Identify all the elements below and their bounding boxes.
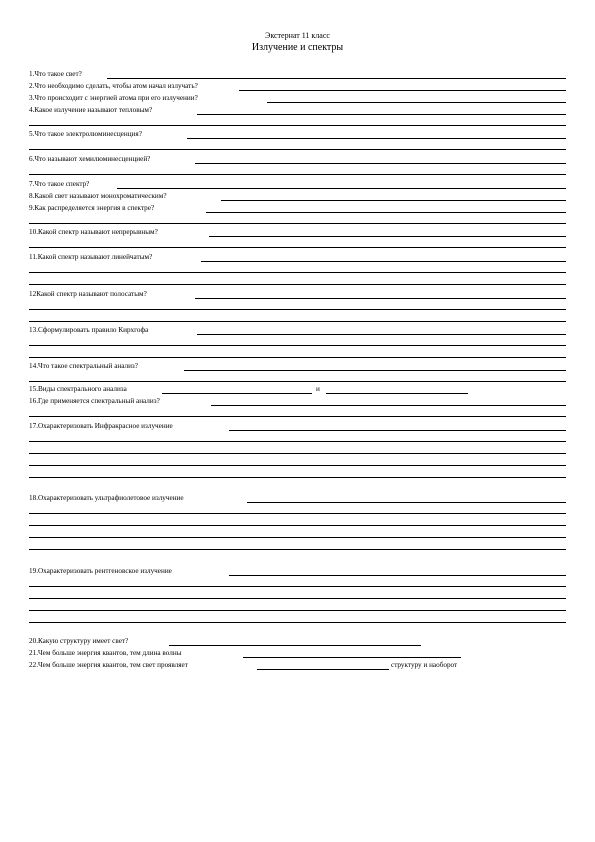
- question-text: 4.Какое излучение называют тепловым?: [29, 106, 153, 114]
- question-17: [29, 422, 566, 431]
- question-13: [29, 326, 566, 335]
- answer-field-16[interactable]: [211, 405, 566, 406]
- answer-field-9[interactable]: [206, 212, 566, 213]
- answer-field-14[interactable]: [184, 370, 566, 371]
- question-11: [29, 253, 566, 262]
- answer-line[interactable]: [29, 357, 566, 358]
- answer-line[interactable]: [29, 465, 566, 466]
- question-text: 12Какой спектр называют полосатым?: [29, 290, 147, 298]
- question-20: [29, 637, 566, 646]
- answer-line[interactable]: [29, 598, 566, 599]
- question-text: 9.Как распределяется энергия в спектре?: [29, 204, 155, 212]
- answer-line[interactable]: [29, 622, 566, 623]
- answer-field-1[interactable]: [107, 78, 566, 79]
- question-14: [29, 362, 566, 371]
- question-text: 5.Что такое электролюминесценция?: [29, 130, 142, 138]
- question-8: [29, 192, 566, 201]
- question-text: 16.Где применяется спектральный анализ?: [29, 397, 160, 405]
- question-text: 22.Чем больше энергия квантов, тем свет проявляет: [29, 661, 188, 669]
- question-10: [29, 228, 566, 237]
- question-tail-text: структуру и наоборот: [391, 661, 458, 669]
- question-7: [29, 180, 566, 189]
- answer-field-18[interactable]: [247, 502, 566, 503]
- answer-field-3[interactable]: [267, 102, 566, 103]
- answer-line[interactable]: [29, 549, 566, 550]
- answer-line[interactable]: [29, 586, 566, 587]
- answer-line[interactable]: [29, 284, 566, 285]
- question-text: 20.Какую структуру имеет свет?: [29, 637, 129, 645]
- question-21: [29, 649, 566, 658]
- answer-field-20[interactable]: [169, 645, 421, 646]
- question-12: [29, 290, 566, 299]
- answer-field-5[interactable]: [187, 138, 566, 139]
- question-text: 10.Какой спектр называют непрерывным?: [29, 228, 158, 236]
- question-text: 1.Что такое свет?: [29, 70, 82, 78]
- question-4: [29, 106, 566, 115]
- question-text: 7.Что такое спектр?: [29, 180, 90, 188]
- answer-line[interactable]: [29, 416, 566, 417]
- worksheet-subtitle: Экстернат 11 класс: [265, 31, 330, 40]
- answer-field-11[interactable]: [201, 261, 566, 262]
- answer-line[interactable]: [29, 309, 566, 310]
- question-text: 8.Какой свет называют монохроматическим?: [29, 192, 167, 200]
- answer-field-4[interactable]: [197, 114, 566, 115]
- answer-line[interactable]: [29, 381, 566, 382]
- answer-line[interactable]: [29, 453, 566, 454]
- answer-line[interactable]: [29, 345, 566, 346]
- answer-line[interactable]: [29, 525, 566, 526]
- question-text: 3.Что происходит с энергией атома при его излучении?: [29, 94, 198, 102]
- question-9: [29, 204, 566, 213]
- answer-field-8[interactable]: [221, 200, 566, 201]
- question-5: [29, 130, 566, 139]
- question-text: 14.Что такое спектральный анализ?: [29, 362, 138, 370]
- answer-field-21[interactable]: [243, 657, 461, 658]
- question-1: [29, 70, 566, 79]
- answer-line[interactable]: [29, 149, 566, 150]
- question-text: 15.Виды спектрального анализа: [29, 385, 127, 393]
- worksheet-title: Излучение и спектры: [251, 42, 344, 53]
- question-text: 19.Охарактеризовать рентгеновское излучение: [29, 567, 172, 575]
- answer-field-17[interactable]: [229, 430, 566, 431]
- answer-field-15b[interactable]: [326, 393, 468, 394]
- question-22: [29, 661, 566, 670]
- answer-field-6[interactable]: [195, 163, 566, 164]
- question-text: 13.Сформулировать правило Кирхгофа: [29, 326, 149, 334]
- answer-line[interactable]: [29, 272, 566, 273]
- question-6: [29, 155, 566, 164]
- question-text: 6.Что называют хемилюминесценцией?: [29, 155, 151, 163]
- answer-field-12[interactable]: [195, 298, 566, 299]
- question-text: 11.Какой спектр называют линейчатым?: [29, 253, 153, 261]
- question-15: [29, 385, 566, 394]
- answer-field-15a[interactable]: [162, 393, 312, 394]
- question-text: 18.Охарактеризовать ультрафиолетовое излучение: [29, 494, 184, 502]
- question-19: [29, 567, 566, 576]
- question-text: 2.Что необходимо сделать, чтобы атом начал излучать?: [29, 82, 198, 90]
- answer-line[interactable]: [29, 513, 566, 514]
- answer-field-2[interactable]: [239, 90, 566, 91]
- answer-line[interactable]: [29, 125, 566, 126]
- conjunction-and: и: [316, 385, 320, 393]
- answer-field-22[interactable]: [257, 669, 389, 670]
- answer-line[interactable]: [29, 174, 566, 175]
- answer-line[interactable]: [29, 441, 566, 442]
- answer-field-10[interactable]: [209, 236, 566, 237]
- answer-field-19[interactable]: [229, 575, 566, 576]
- answer-line[interactable]: [29, 610, 566, 611]
- question-16: [29, 397, 566, 406]
- question-text: 17.Охарактеризовать Инфракрасное излучение: [29, 422, 173, 430]
- question-text: 21.Чем больше энергия квантов, тем длина волны: [29, 649, 182, 657]
- question-3: [29, 94, 566, 103]
- answer-line[interactable]: [29, 477, 566, 478]
- answer-field-13[interactable]: [197, 334, 566, 335]
- question-18: [29, 494, 566, 503]
- answer-field-7[interactable]: [117, 188, 566, 189]
- answer-line[interactable]: [29, 537, 566, 538]
- answer-line[interactable]: [29, 247, 566, 248]
- answer-line[interactable]: [29, 223, 566, 224]
- answer-line[interactable]: [29, 321, 566, 322]
- question-2: [29, 82, 566, 91]
